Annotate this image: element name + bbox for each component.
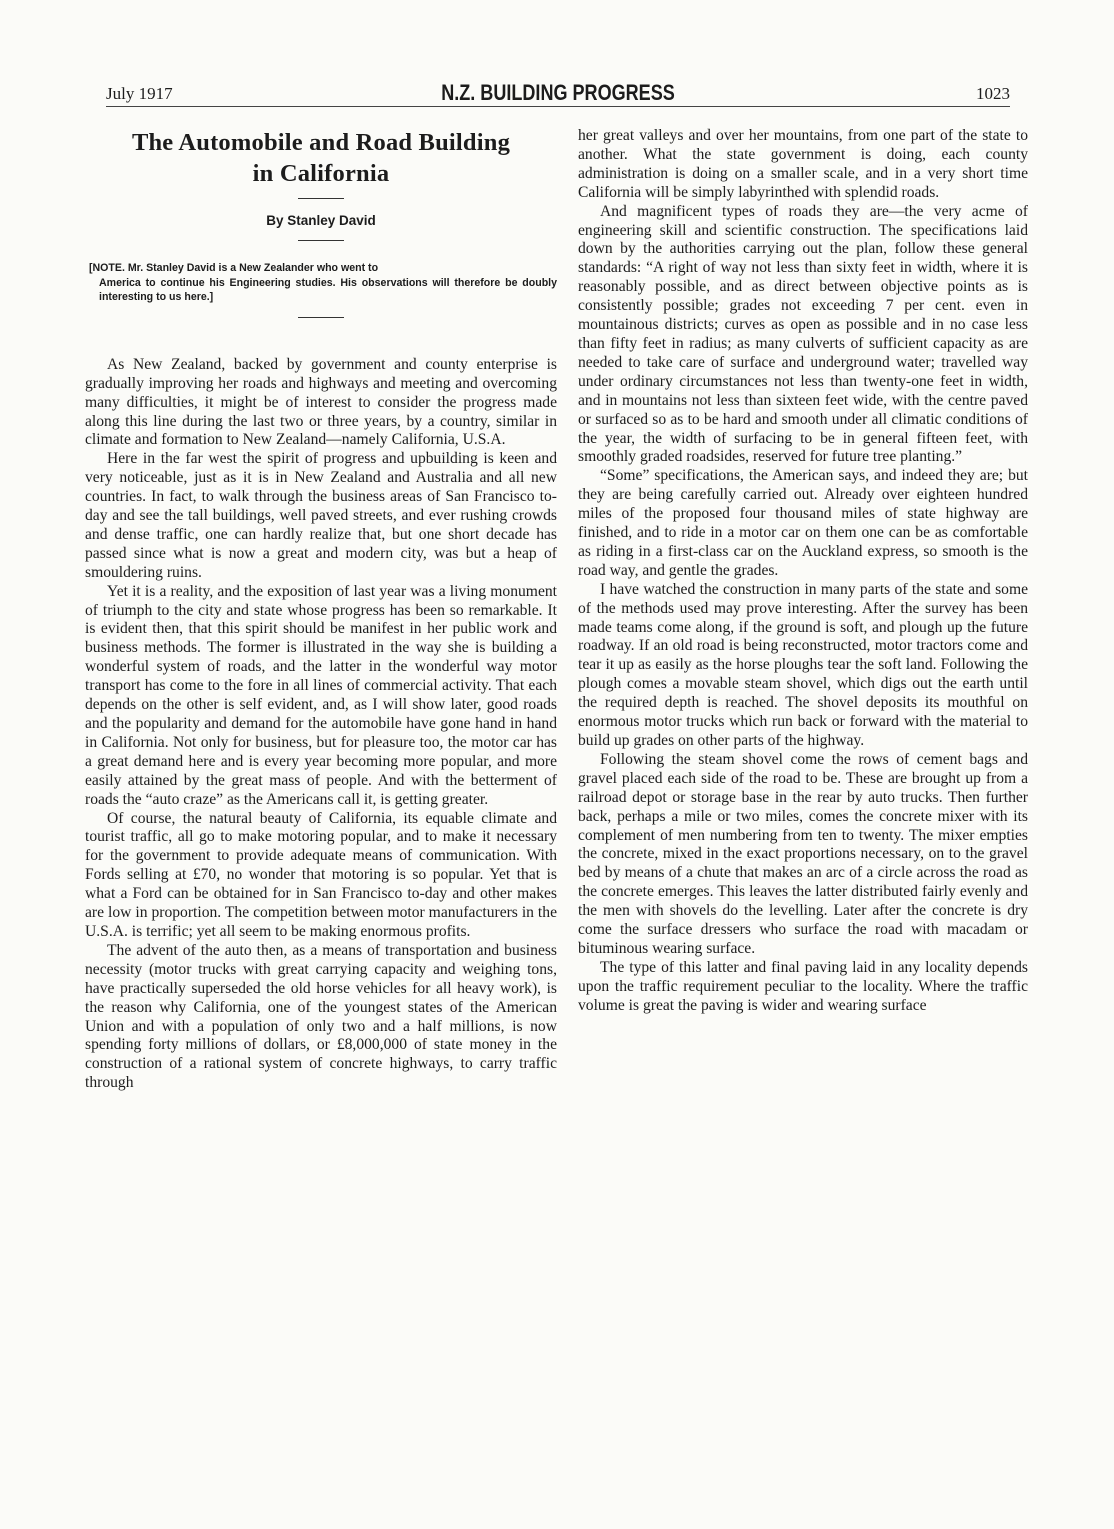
paragraph: I have watched the construction in many parts of the state and some of the methods used may prove interesting. After the survey has been made teams come along, if the ground is soft, and plough up the future roadway. If an old road is being reconstructed, motor tractors come and tear it up as easily as the horse ploughs tear the soft land. Following the plough comes a movable steam shovel, which digs out the earth until the required depth is reached. The shovel deposits its mouthful on enormous motor trucks which run back or forward with the material to build up grades on other parts of the highway. [578,580,1028,749]
issue-date: July 1917 [106,84,173,103]
paragraph: Of course, the natural beauty of California, its equable climate and tourist traffic, all go to make motoring popular, and to make it necessary for the government to provide adequate means of communication. With Fords selling at £70, no wonder that motoring is so popular. Yet that is what a Ford can be obtained for in San Francisco to-day and other makes are low in proportion. The competition between motor manufacturers in the U.S.A. is terrific; yet all seem to be making enormous profits. [85,809,557,940]
editor-note-first-line: [NOTE. Mr. Stanley David is a New Zealander who went to [89,262,379,274]
right-column [578,127,1028,1016]
paragraph: The type of this latter and final paving laid in any locality depends upon the traffic requirement peculiar to the locality. Where the traffic volume is great the paving is wider and wearing surface [578,958,1028,1014]
paragraph: Following the steam shovel come the rows of cement bags and gravel placed each side of the road to be. These are brought up from a railroad depot or storage base in the rear by auto trucks. Then further back, perhaps a mile or two miles, comes the concrete mixer with its complement of men numbering from ten to twenty. The mixer empties the concrete, mixed in the exact proportions necessary, on to the gravel bed by means of a chute that makes an arc of a circle across the road as the concrete emerges. This leaves the latter distributed fairly evenly and the men with shovels do the levelling. Later after the concrete is dry come the surface dressers who surface the road with macadam or bituminous wearing surface. [578,750,1028,957]
editor-note [89,261,557,305]
byline: By Stanley David [266,213,376,228]
article-title [85,127,557,189]
editor-note-continued: America to continue his Engineering studies. His observations will therefore be doubly interesting to us here.] [99,276,557,304]
note-divider [298,317,344,318]
title-divider [298,198,344,199]
left-body-text [85,356,557,1093]
paragraph: The advent of the auto then, as a means of transportation and business necessity (motor trucks with great carrying capacity and weighing tons, have practically superseded the old horse vehicles for all heavy work), is the reason why California, one of the youngest states of the American Union and with a population of only two and a half millions, is now spending forty millions of dollars, or £8,000,000 of state money in the construction of a rational system of concrete highways, to carry traffic through [85,941,557,1092]
paragraph: As New Zealand, backed by government and county enterprise is gradually improving her roads and highways and meeting and overcoming many difficulties, it might be of interest to consider the progress made along this line during the last two or three years, by a country, similar in climate and formation to New Zealand—namely California, U.S.A. [85,355,557,449]
paragraph: Yet it is a reality, and the exposition of last year was a living monument of triumph to the city and state whose progress has been so remarkable. It is evident then, that this spirit should be manifest in her public work and business methods. The former is illustrated in the way she is building a wonderful system of roads, and the latter in the wonderful way motor transport has come to the fore in all lines of commercial activity. That each depends on the other is self evident, and, as I will show later, good roads and the popularity and demand for the automobile have gone hand in hand in California. Not only for business, but for pleasure too, the motor car has a great demand here and is every year becoming more popular, and more easily attained by the great mass of people. And with the betterment of roads the “auto craze” as the Americans call it, is getting greater. [85,582,557,808]
paragraph: her great valleys and over her mountains, from one part of the state to another. What the state government is doing, each county administration is doing on a smaller scale, and in a very short time California will be simply labyrinthed with splendid roads. [578,127,1028,201]
byline-divider [298,240,344,241]
article-title-line-1: The Automobile and Road Building [131,129,511,156]
paragraph: “Some” specifications, the American says, and indeed they are; but they are being carefully carried out. Already over eighteen hundred miles of the proposed four thousand miles of state highway are finished, and to ride in a motor car on them one can be as comfortable as riding in a first-class car on the Auckland express, so smooth is the road way, and gentle the grades. [578,467,1028,579]
left-column [85,127,557,1093]
publication-title: N.Z. BUILDING PROGRESS [441,80,675,105]
page-number: 1023 [976,84,1010,103]
article-title-line-2: in California [252,160,390,187]
running-header [106,80,1010,107]
paragraph: Here in the far west the spirit of progress and upbuilding is keen and very noticeable, just as it is in New Zealand and Australia and all new countries. In fact, to walk through the business areas of San Francisco to-day and see the tall buildings, well paved streets, and ever rushing crowds and dense traffic, one can hardly realize that, but one short decade has passed since what is now a great and modern city, was but a heap of smouldering ruins. [85,450,557,581]
paragraph: And magnificent types of roads they are—the very acme of engineering skill and scientific construction. The specifications laid down by the authorities carrying out the plan, follow these general standards: “A right of way not less than sixty feet in width, where it is reasonably possible, and as direct between objective points as is consistently possible; grades not exceeding 7 per cent. even in mountainous districts; curves as open as possible and in no case less than fifty feet in radius; as many culverts of sufficient capacity as are needed to take care of surface and underground water; travelled way under ordinary circumstances not less than twenty-one feet in width, and in mountains not less than sixteen feet wide, with the centre paved or surfaced so as to be hard and smooth under all climatic conditions of the year, the width of surfacing to be in general fifteen feet, with smoothly graded roadsides, reserved for future tree planting.” [578,202,1028,466]
